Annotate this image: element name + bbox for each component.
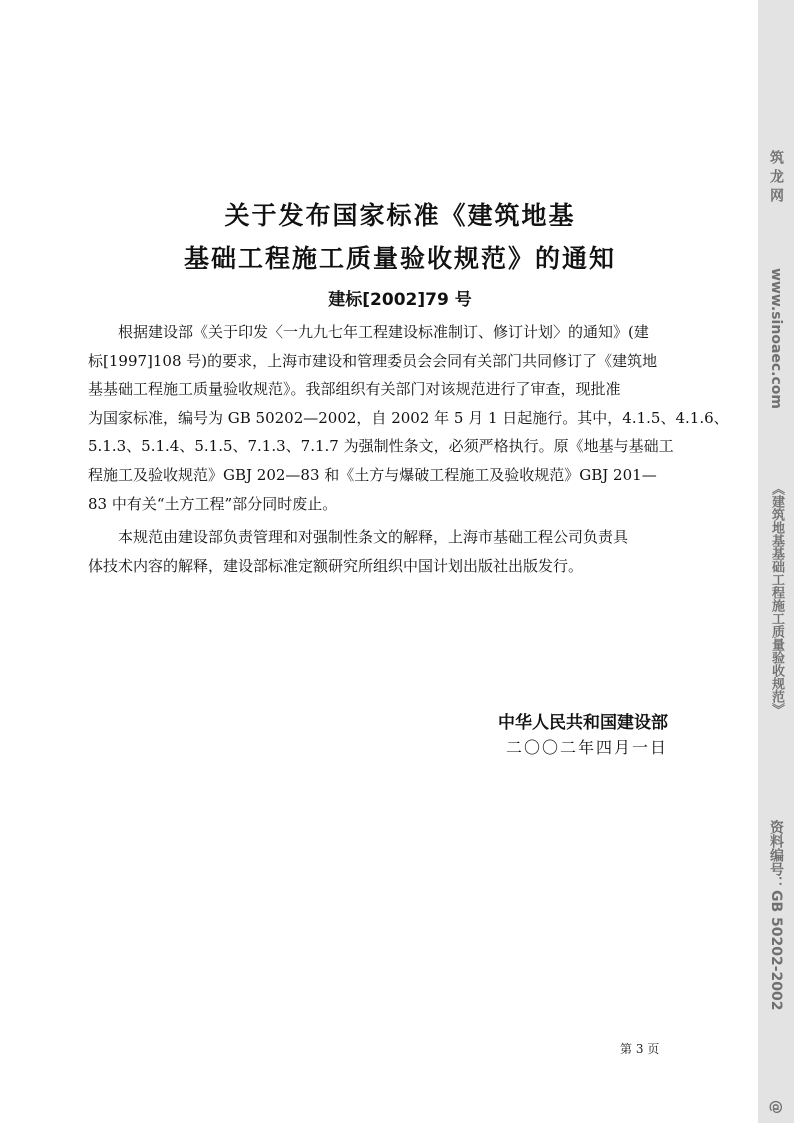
paragraph-line: 标[1997]108 号)的要求，上海市建设和管理委员会会同有关部门共同修订了《建筑地 <box>88 351 658 370</box>
document-number: 建标[2002]79 号 <box>328 290 472 310</box>
notice-title-line-1: 关于发布国家标准《建筑地基 <box>224 201 576 230</box>
body-paragraph-2 <box>88 523 706 580</box>
paragraph-line: 程施工及验收规范》GBJ 202—83 和《土方与爆破工程施工及验收规范》GBJ 201— <box>88 465 657 484</box>
paragraph-line: 本规范由建设部负责管理和对强制性条文的解释，上海市基础工程公司负责具 <box>118 528 629 546</box>
sidebar-doc-code: 资料编号：GB 50202-2002 <box>768 820 784 1011</box>
paragraph-line: 基基础工程施工质量验收规范》。我部组织有关部门对该规范进行了审查，现批准 <box>88 380 621 399</box>
paragraph-line: 为国家标准，编号为 GB 50202—2002，自 2002 年 5 月 1 日起施行。其中，4.1.5、4.1.6、 <box>88 408 729 427</box>
paragraph-line: 体技术内容的解释，建设部标准定额研究所组织中国计划出版社出版发行。 <box>88 556 584 575</box>
notice-title-line-2: 基础工程施工质量验收规范》的通知 <box>183 244 616 273</box>
sidebar-site-name: 筑龙网 <box>768 150 784 207</box>
sidebar-book-title: 《建筑地基基础工程施工质量验收规范》 <box>769 482 784 716</box>
paragraph-line: 83 中有关“土方工程”部分同时废止。 <box>88 494 338 513</box>
issuing-authority: 中华人民共和国建设部 <box>498 713 668 733</box>
sidebar-url: www.sinoaec.com <box>768 268 784 410</box>
body-paragraph-1 <box>88 318 729 518</box>
watermark-sidebar <box>758 0 794 1123</box>
page-number: 第 3 页 <box>620 1042 660 1056</box>
sidebar-bottom-mark: @ <box>768 1100 784 1114</box>
paragraph-line: 根据建设部《关于印发〈一九九七年工程建设标准制订、修订计划〉的通知》(建 <box>118 323 649 341</box>
paragraph-line: 5.1.3、5.1.4、5.1.5、7.1.3、7.1.7 为强制性条文，必须严格执行。原《地基与基础工 <box>88 437 674 456</box>
issue-date: 二〇〇二年四月一日 <box>505 738 668 757</box>
